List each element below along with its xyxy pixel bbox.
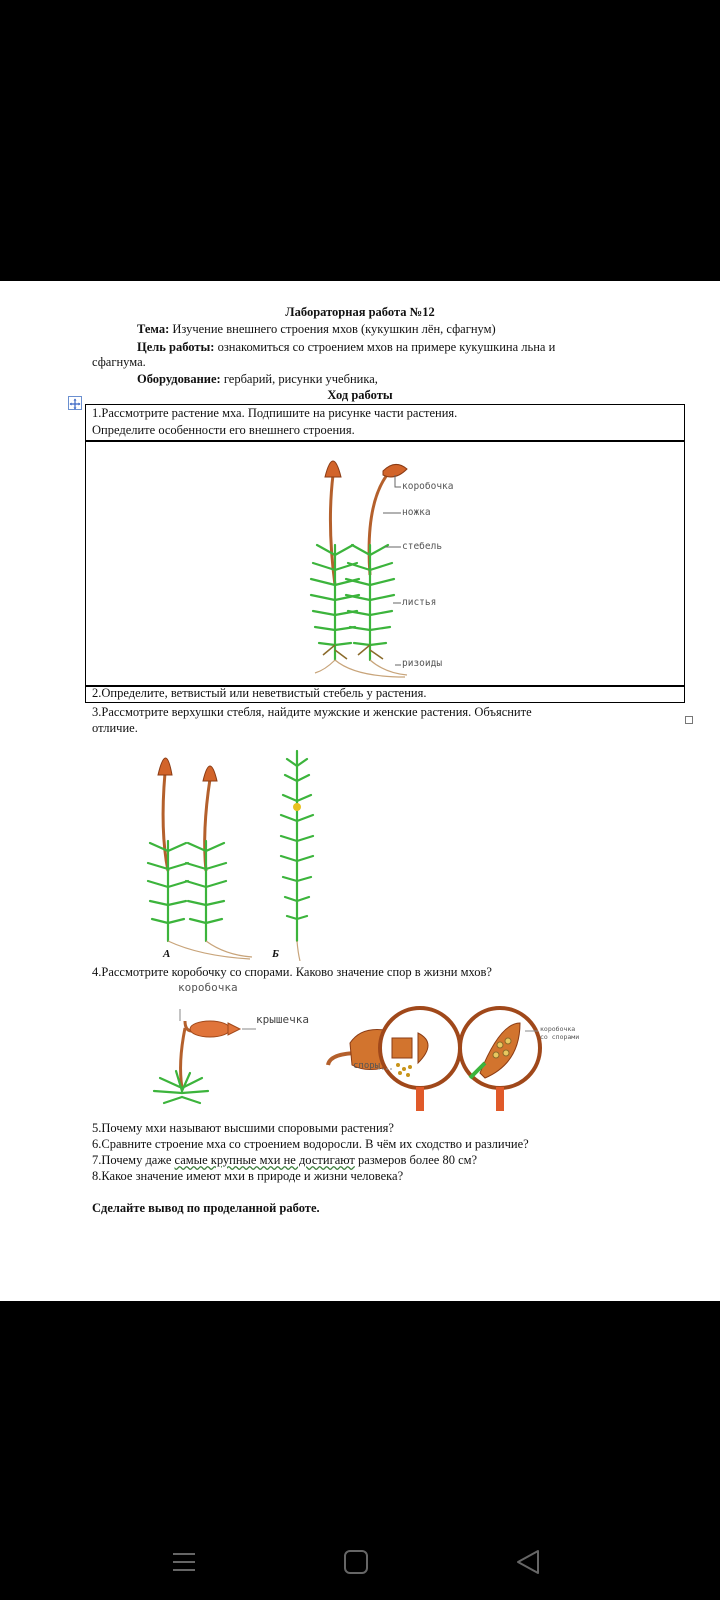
- conclusion-text: Сделайте вывод по проделанной работе.: [92, 1201, 320, 1215]
- task1-line2: Определите особенности его внешнего строения.: [92, 423, 355, 437]
- goal-text-continued: сфагнума.: [92, 355, 146, 369]
- task7-line: [92, 1153, 477, 1168]
- task1-line1: 1.Рассмотрите растение мха. Подпишите на рисунке части растения.: [92, 406, 458, 420]
- equipment-text: гербарий, рисунки учебника,: [220, 372, 378, 386]
- task5-text: 5.Почему мхи называют высшими споровыми растения?: [92, 1121, 394, 1135]
- figure-label-b: Б: [272, 948, 279, 960]
- goal-text: ознакомиться со строением мхов на примере кукушкина льна и: [214, 340, 556, 354]
- task3-line1: 3.Рассмотрите верхушки стебля, найдите мужские и женские растения. Объясните: [92, 705, 532, 719]
- equipment-line: [137, 372, 378, 387]
- fig4-label-capsule-spores-1: коробочка: [540, 1025, 576, 1033]
- goal-label: Цель работы:: [137, 340, 215, 354]
- goal-line: [137, 340, 555, 355]
- label-capsule: коробочка: [402, 481, 454, 492]
- task7-pre: 7.Почему даже: [92, 1153, 175, 1167]
- equipment-label: Оборудование:: [137, 372, 221, 386]
- task7-wavy: самые крупные мхи не достигают: [174, 1153, 355, 1167]
- task2-text: 2.Определите, ветвистый или неветвистый стебель у растения.: [92, 686, 427, 700]
- doc-title: Лабораторная работа №12: [285, 305, 435, 319]
- capsule-spores-magnified-illustration: [320, 1003, 590, 1113]
- fig4-label-capsule: коробочка: [178, 981, 238, 994]
- navigation-bar: [0, 1520, 720, 1600]
- figure-label-a: А: [163, 948, 171, 960]
- task7-post: размеров более 80 см?: [354, 1153, 478, 1167]
- document-page: [0, 281, 720, 1301]
- theme-line: [137, 322, 496, 337]
- task4-text: 4.Рассмотрите коробочку со спорами. Каково значение спор в жизни мхов?: [92, 965, 492, 979]
- label-rhizoids: ризоиды: [402, 658, 443, 669]
- theme-text: Изучение внешнего строения мхов (кукушкин лён, сфагнум): [169, 322, 496, 336]
- label-stem: стебель: [402, 541, 443, 552]
- task3-line2: отличие.: [92, 721, 138, 735]
- fig4-label-lid: крышечка: [256, 1013, 309, 1026]
- task8-text: 8.Какое значение имеют мхи в природе и жизни человека?: [92, 1169, 404, 1183]
- fig4-label-spores: споры: [353, 1061, 381, 1071]
- moss-structure-illustration: [295, 445, 495, 680]
- fig4-label-capsule-spores-2: со спорами: [540, 1033, 580, 1041]
- task6-text: 6.Сравните строение мха со строением водоросли. В чём их сходство и различие?: [92, 1137, 529, 1151]
- label-leaves: листья: [402, 597, 437, 608]
- theme-label: Тема:: [137, 322, 170, 336]
- capsule-with-lid-illustration: [140, 993, 260, 1108]
- back-triangle-icon[interactable]: [508, 1542, 548, 1582]
- home-square-icon[interactable]: [336, 1542, 376, 1582]
- male-female-moss-illustration: [140, 741, 330, 961]
- table-resize-handle[interactable]: [685, 716, 693, 724]
- label-stalk: ножка: [402, 507, 431, 518]
- menu-icon[interactable]: [164, 1542, 204, 1582]
- procedure-heading: Ход работы: [327, 388, 393, 402]
